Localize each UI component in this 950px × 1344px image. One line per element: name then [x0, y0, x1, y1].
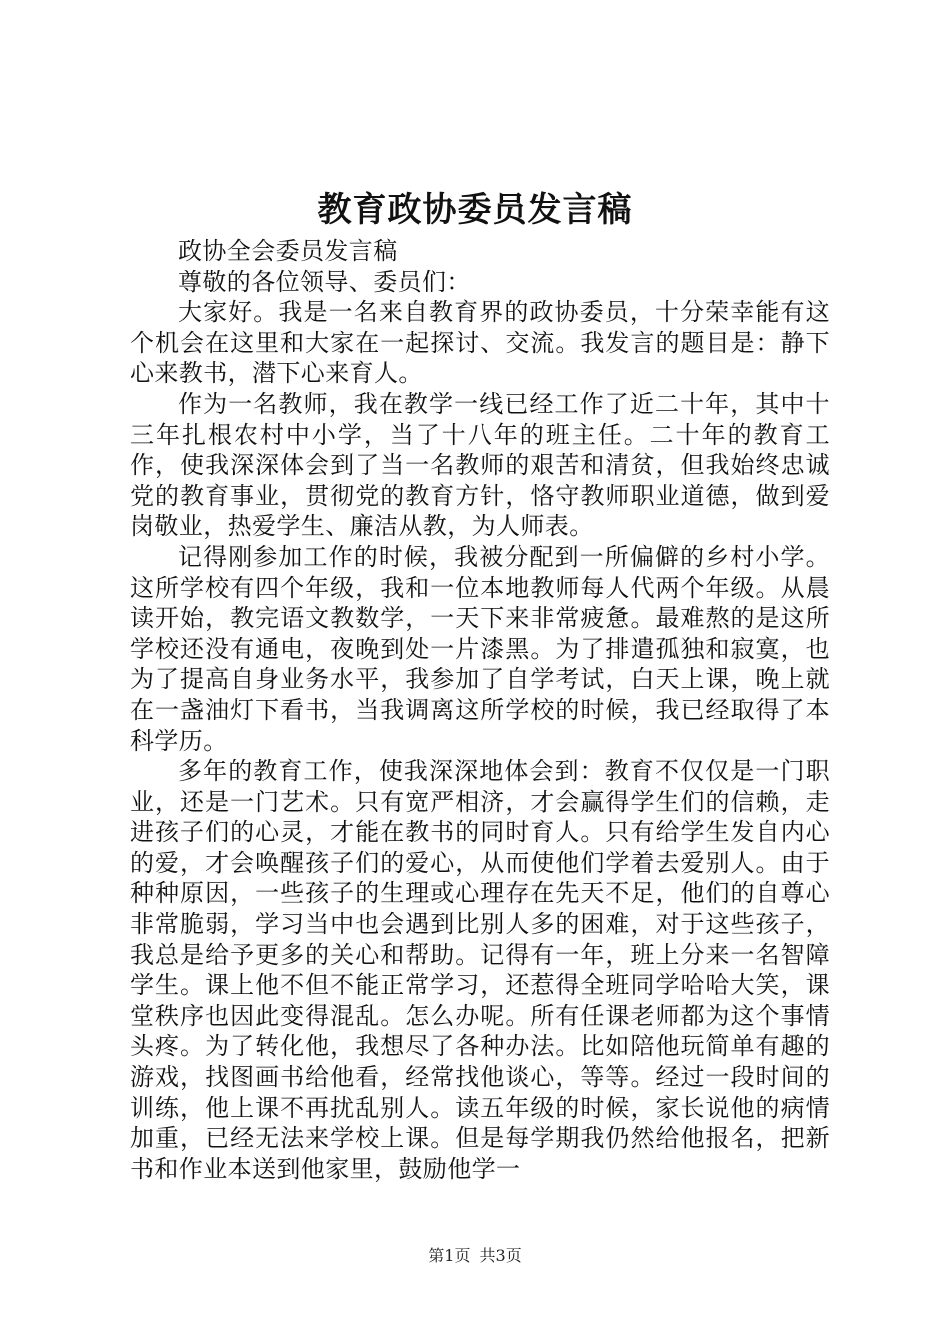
page-number: 第1页: [428, 1246, 471, 1265]
paragraph-greeting: 大家好。我是一名来自教育界的政协委员，十分荣幸能有这个机会在这里和大家在一起探讨、交流。我发言的题目是：静下心来教书，潜下心来育人。: [130, 298, 830, 388]
page-total: 共3页: [479, 1246, 522, 1265]
paragraph-subtitle: 政协全会委员发言稿: [178, 237, 398, 265]
paragraph-rural-school: 记得刚参加工作的时候，我被分配到一所偏僻的乡村小学。这所学校有四个年级，我和一位本地教师每人代两个年级。从晨读开始，教完语文教数学，一天下来非常疲惫。最难熬的是这所学校还没有通电，夜晚到处一片漆黑。为了排遣孤独和寂寞，也为了提高自身业务水平，我参加了自学考试，白天上课，晚上就在一盏油灯下看书，当我调离这所学校的时候，我已经取得了本科学历。: [130, 542, 830, 755]
paragraph-teaching-art: 多年的教育工作，使我深深地体会到：教育不仅仅是一门职业，还是一门艺术。只有宽严相济，才会赢得学生们的信赖，走进孩子们的心灵，才能在教书的同时育人。只有给学生发自内心的爱，才会唤醒孩子们的爱心，从而使他们学着去爱别人。由于种种原因，一些孩子的生理或心理存在先天不足，他们的自尊心非常脆弱，学习当中也会遇到比别人多的困难，对于这些孩子，我总是给予更多的关心和帮助。记得有一年，班上分来一名智障学生。课上他不但不能正常学习，还惹得全班同学哈哈大笑，课堂秩序也因此变得混乱。怎么办呢。所有任课老师都为这个事情头疼。为了转化他，我想尽了各种办法。比如陪他玩简单有趣的游戏，找图画书给他看，经常找他谈心，等等。经过一段时间的训练，他上课不再扰乱别人。读五年级的时候，家长说他的病情加重，已经无法来学校上课。但是每学期我仍然给他报名，把新书和作业本送到他家里，鼓励他学一: [130, 757, 830, 1183]
document-body: [130, 236, 830, 1184]
paragraph-salutation: 尊敬的各位领导、委员们：: [178, 267, 471, 296]
paragraph-experience: 作为一名教师，我在教学一线已经工作了近二十年，其中十三年扎根农村中小学，当了十八年的班主任。二十年的教育工作，使我深深体会到了当一名教师的艰苦和清贫，但我始终忠诚党的教育事业，贯彻党的教育方针，恪守教师职业道德，做到爱岗敬业，热爱学生、廉洁从教，为人师表。: [130, 389, 830, 541]
document-title: 教育政协委员发言稿: [317, 190, 633, 230]
page-footer: [0, 1244, 950, 1268]
